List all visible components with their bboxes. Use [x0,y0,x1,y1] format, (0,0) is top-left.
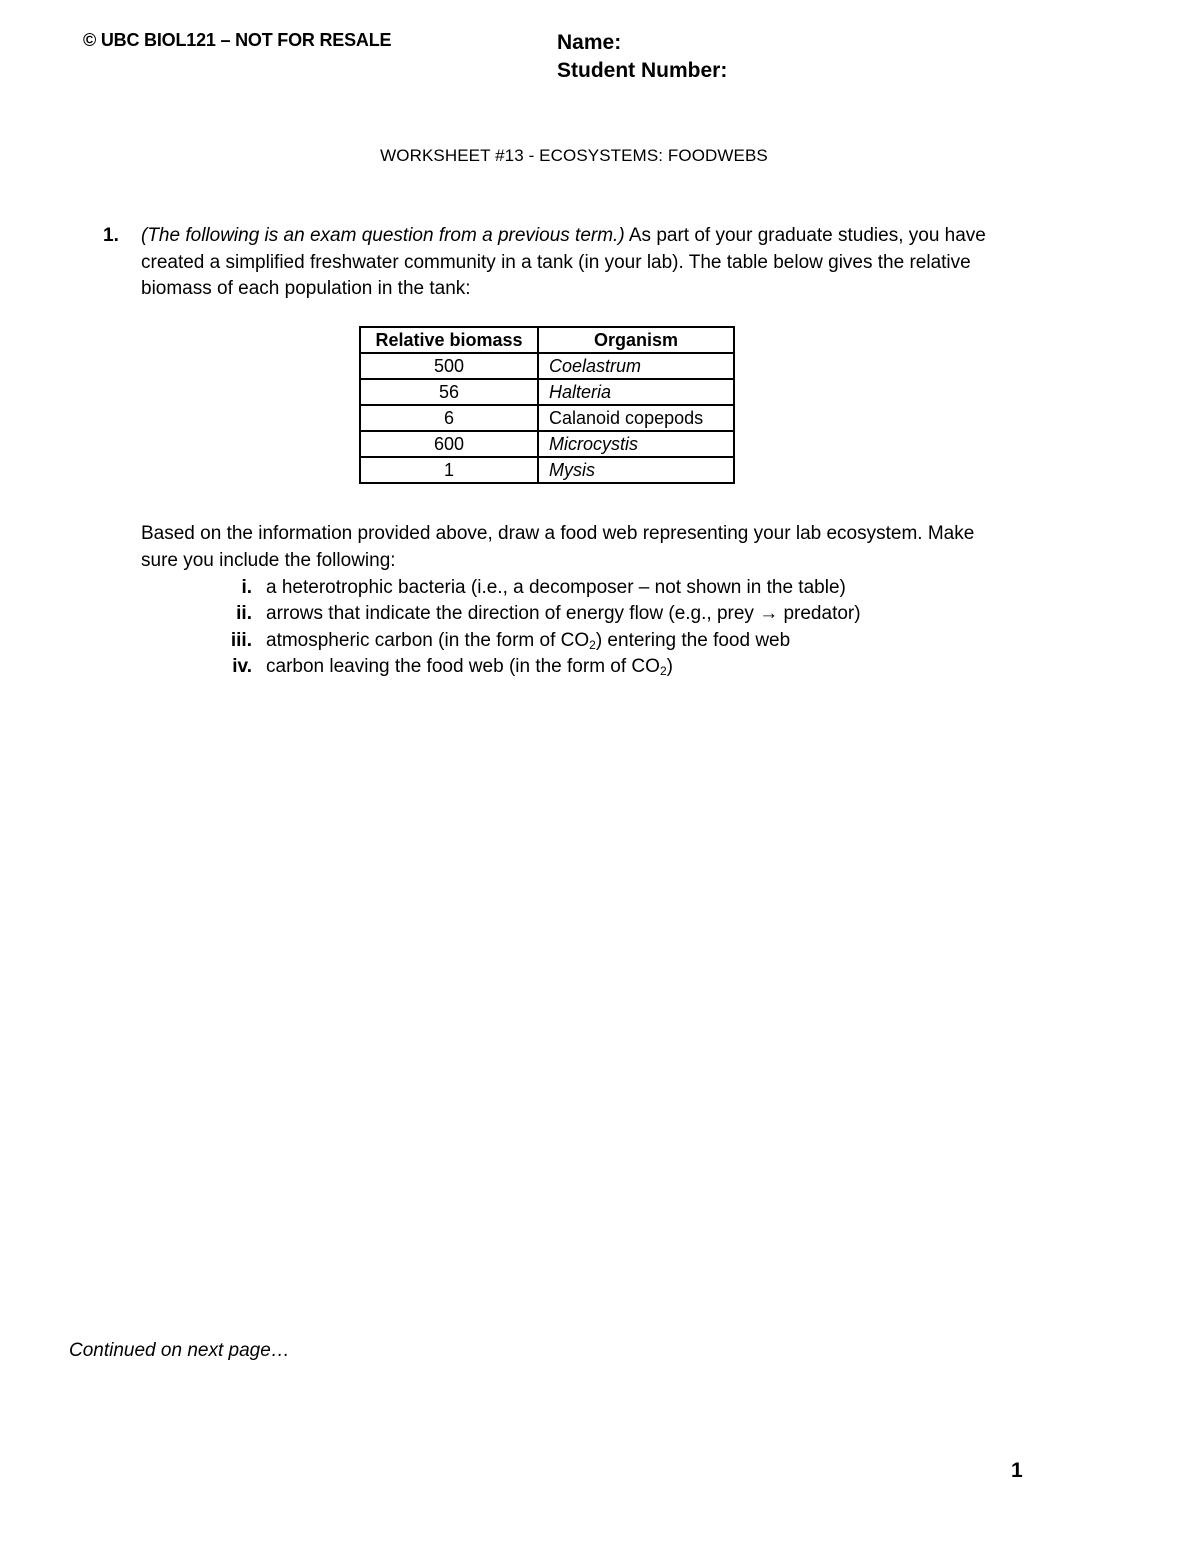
list-text: arrows that indicate the direction of energy flow (e.g., prey → predator) [266,603,861,625]
copyright-notice: © UBC BIOL121 – NOT FOR RESALE [83,30,392,50]
biomass-cell: 500 [360,353,538,379]
page-number: 1 [1011,1459,1023,1482]
organism-cell: Coelastrum [538,353,734,379]
question-line-1 [141,223,1041,250]
requirements-list [200,575,861,680]
subscript: 2 [659,663,667,678]
instructions [141,521,1041,574]
table-row [360,379,734,405]
list-text-before: atmospheric carbon (in the form of CO [266,629,590,651]
list-item [200,601,861,627]
biomass-cell: 600 [360,431,538,457]
table-row [360,405,734,431]
list-item [200,575,861,601]
question-line-1-rest: As part of your graduate studies, you have [624,225,986,246]
biomass-cell: 1 [360,457,538,483]
biomass-table [359,326,735,484]
table-header-row [360,327,734,353]
name-label: Name: [557,31,622,54]
list-numeral: i. [241,577,252,598]
table-header-biomass: Relative biomass [360,327,538,353]
list-text-after: ) [666,655,673,677]
continued-note: Continued on next page… [69,1340,290,1361]
list-text-before: carbon leaving the food web (in the form of CO [266,655,660,677]
question-number: 1. [103,225,119,246]
organism-cell: Mysis [538,457,734,483]
worksheet-title: WORKSHEET #13 - ECOSYSTEMS: FOODWEBS [380,146,768,165]
student-number-label: Student Number: [557,59,728,82]
instructions-line-1: Based on the information provided above, draw a food web representing your lab ecosystem. Make [141,523,975,544]
list-numeral: iv. [232,655,252,677]
question-intro: (The following is an exam question from a previous term.) [141,225,625,246]
question-line-3: biomass of each population in the tank: [141,278,471,299]
list-text-after: ) entering the food web [595,629,791,651]
table-row [360,353,734,379]
list-item [200,628,861,654]
table-row [360,457,734,483]
table-row [360,431,734,457]
biomass-cell: 6 [360,405,538,431]
biomass-cell: 56 [360,379,538,405]
question-line-2: created a simplified freshwater community in a tank (in your lab). The table below gives the relative [141,251,971,273]
instructions-line-2: sure you include the following: [141,549,396,571]
list-numeral: iii. [230,629,252,651]
list-text: a heterotrophic bacteria (i.e., a decomposer – not shown in the table) [266,577,846,598]
list-item [200,654,861,680]
organism-cell: Microcystis [538,431,734,457]
question-text [141,223,1041,303]
organism-cell: Calanoid copepods [538,405,734,431]
organism-cell: Halteria [538,379,734,405]
subscript: 2 [589,637,596,652]
table-header-organism: Organism [538,327,734,353]
list-numeral: ii. [236,603,252,625]
